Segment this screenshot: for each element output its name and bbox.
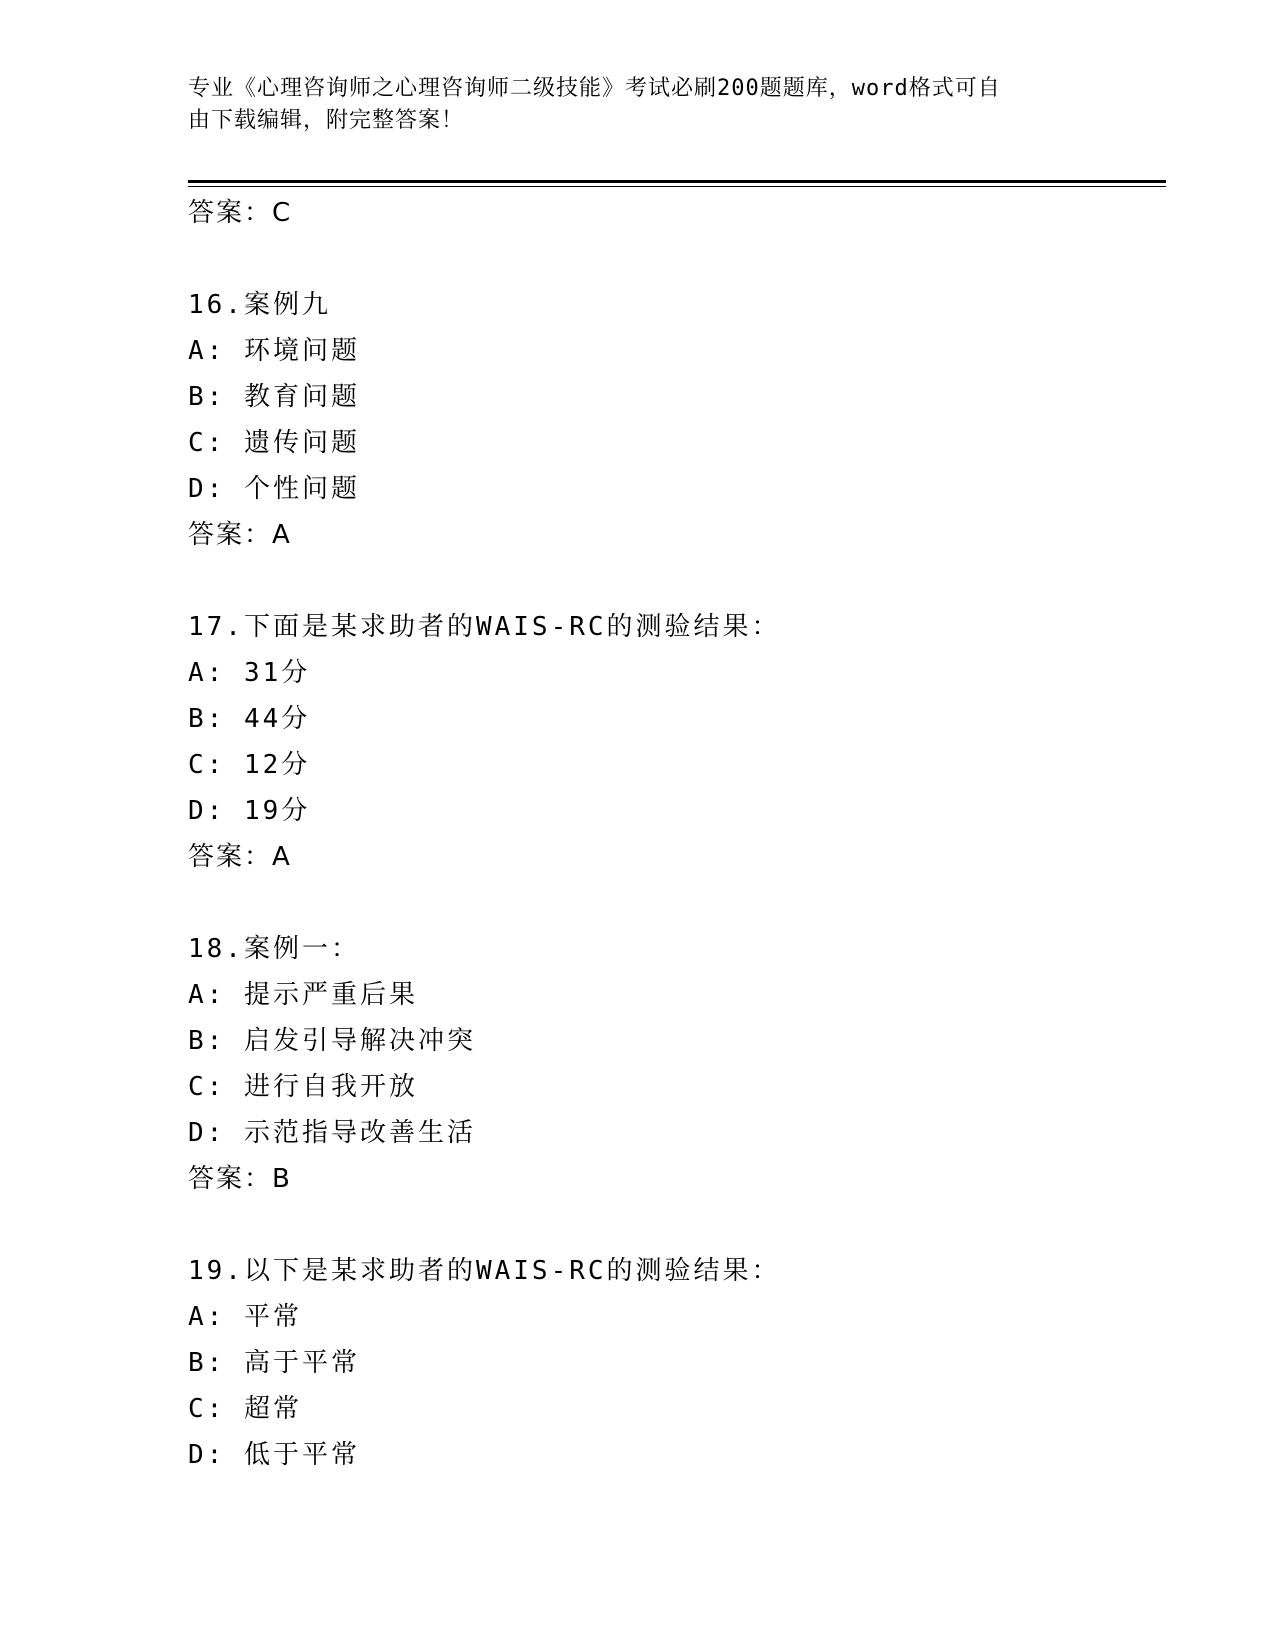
question-list [188,190,1168,1478]
question-17 [188,604,1168,880]
option-d: D: 19分 [188,796,311,826]
option-d: D: 低于平常 [188,1440,360,1470]
option-a: A: 平常 [188,1302,302,1332]
header-rule-thin [188,186,1166,187]
option-c: C: 遗传问题 [188,428,360,458]
question-title: 19.以下是某求助者的WAIS-RC的测验结果： [188,1256,781,1286]
option-b: B: 高于平常 [188,1348,360,1378]
question-title: 18.案例一： [188,934,360,964]
option-a: A: 31分 [188,658,311,688]
option-a: A: 环境问题 [188,336,360,366]
option-b: B: 教育问题 [188,382,360,412]
question-16 [188,282,1168,558]
header-line-1: 专业《心理咨询师之心理咨询师二级技能》考试必刷200题题库，word格式可自 [188,76,1001,101]
answer-line: 答案：B [188,1164,292,1194]
option-c: C: 进行自我开放 [188,1072,418,1102]
header-line-2: 由下载编辑，附完整答案！ [188,108,465,133]
question-18 [188,926,1168,1202]
option-d: D: 示范指导改善生活 [188,1118,476,1148]
header-rule-thick [188,180,1166,183]
option-b: B: 44分 [188,704,311,734]
option-c: C: 12分 [188,750,311,780]
answer-line: 答案：A [188,520,292,550]
answer-line: 答案：A [188,842,292,872]
option-d: D: 个性问题 [188,474,360,504]
document-header [188,73,1068,137]
answer-line: 答案：C [188,198,293,228]
question-title: 16.案例九 [188,290,331,320]
question-title: 17.下面是某求助者的WAIS-RC的测验结果： [188,612,781,642]
option-c: C: 超常 [188,1394,302,1424]
option-a: A: 提示严重后果 [188,980,418,1010]
option-b: B: 启发引导解决冲突 [188,1026,476,1056]
question-19 [188,1248,1168,1478]
